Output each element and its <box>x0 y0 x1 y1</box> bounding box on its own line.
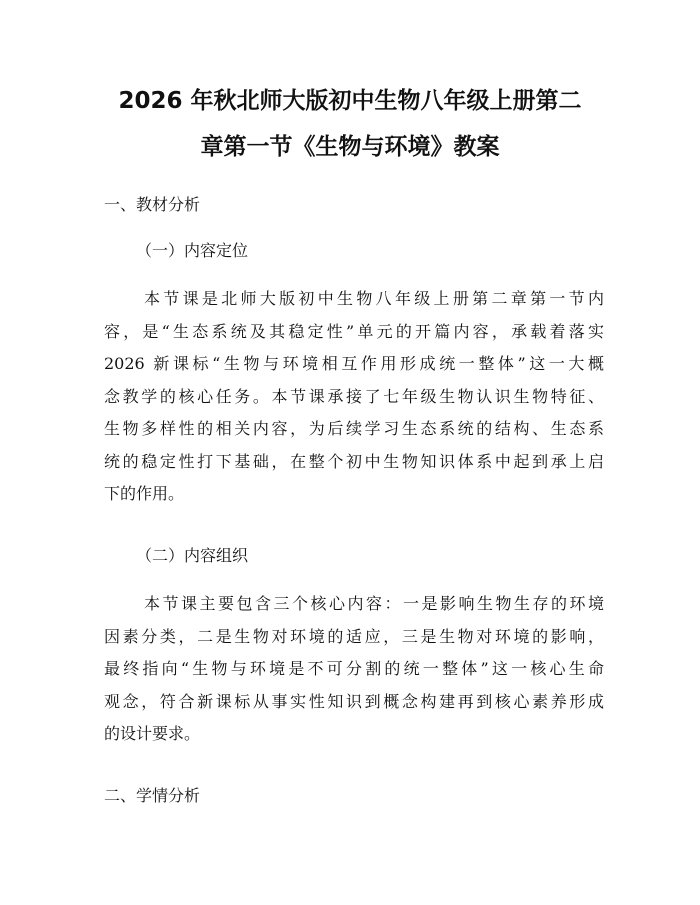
paragraph-content-organization <box>104 588 604 751</box>
paragraph-line: 本节课主要包含三个核心内容：一是影响生物生存的环境 <box>144 594 604 613</box>
title-line-1: 2026 年秋北师大版初中生物八年级上册第二 <box>118 88 582 114</box>
paragraph-line: 念教学的核心任务。本节课承接了七年级生物认识生物特征、 <box>104 386 604 406</box>
paragraph-line: 2026 新课标“生物与环境相互作用形成统一整体”这一大概 <box>104 354 604 373</box>
subsection-heading-content-positioning: （一）内容定位 <box>136 241 249 260</box>
paragraph-line: 最终指向“生物与环境是不可分割的统一整体”这一核心生命 <box>104 659 604 678</box>
paragraph-line: 统的稳定性打下基础，在整个初中生物知识体系中起到承上启 <box>104 451 604 471</box>
section-heading-textbook-analysis: 一、教材分析 <box>104 195 201 214</box>
paragraph-line: 下的作用。 <box>104 484 185 503</box>
paragraph-content-positioning <box>104 283 604 511</box>
title-line-2: 章第一节《生物与环境》教案 <box>200 134 500 160</box>
paragraph-line: 本节课是北师大版初中生物八年级上册第二章第一节内 <box>144 289 604 308</box>
paragraph-line: 容，是“生态系统及其稳定性”单元的开篇内容，承载着落实 <box>104 321 604 341</box>
paragraph-line: 观念，符合新课标从事实性知识到概念构建再到核心素养形成 <box>104 691 604 711</box>
section-heading-student-analysis: 二、学情分析 <box>104 786 201 805</box>
paragraph-line: 因素分类，二是生物对环境的适应，三是生物对环境的影响， <box>104 626 604 646</box>
subsection-heading-content-organization: （二）内容组织 <box>136 546 249 565</box>
document-title <box>96 78 604 170</box>
paragraph-line: 生物多样性的相关内容，为后续学习生态系统的结构、生态系 <box>104 419 604 438</box>
paragraph-line: 的设计要求。 <box>104 724 201 743</box>
